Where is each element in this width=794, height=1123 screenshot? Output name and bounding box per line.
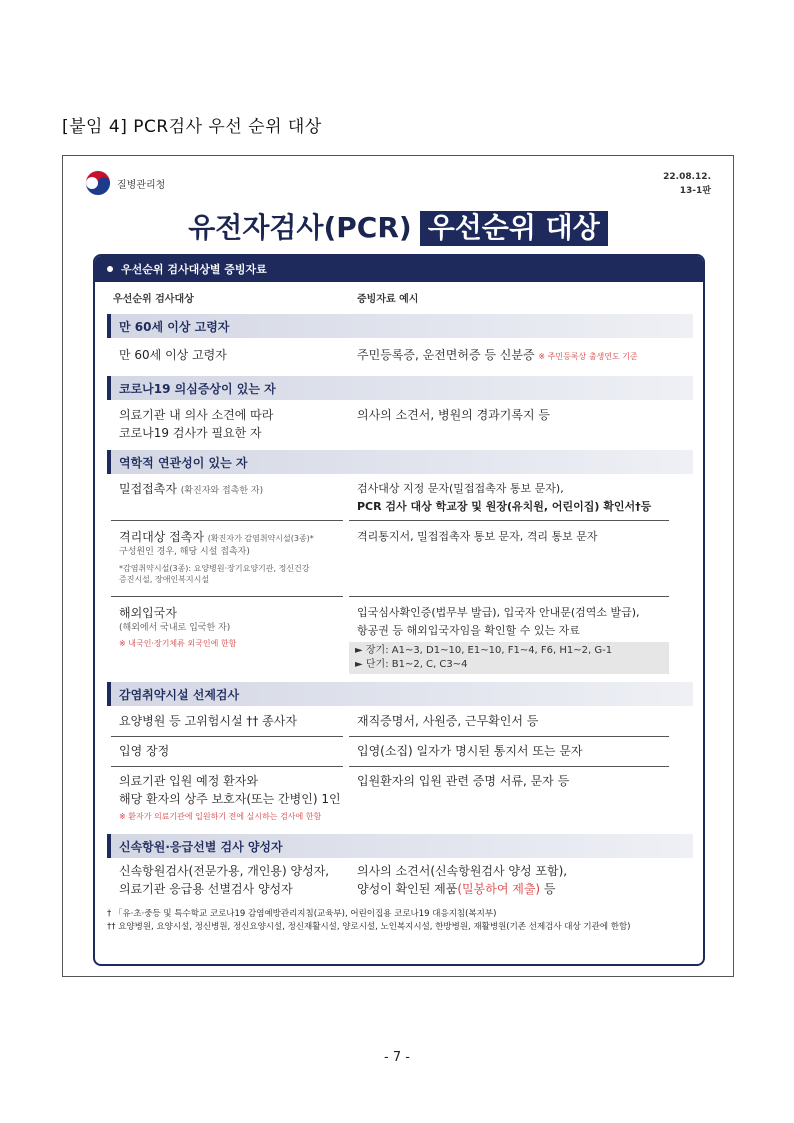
poster-title <box>63 206 733 246</box>
section-symptoms: 코로나19 의심증상이 있는 자 <box>107 376 693 400</box>
footnote-1: † 「유·초·중등 및 특수학교 코로나19 감염예방관리지침(교육부), 어린이집용 코로나19 대응지침(복지부) <box>107 909 497 919</box>
evidence-panel <box>93 254 705 966</box>
row-rapid-target-line1: 신속항원검사(전문가용, 개인용) 양성자, <box>119 864 330 878</box>
row-inpatient-target-line2: 해당 환자의 상주 보호자(또는 간병인) 1인 <box>119 792 341 806</box>
row-quarantine-proof: 격리통지서, 밀접접촉자 통보 문자, 격리 통보 문자 <box>357 530 598 543</box>
row-rapid-target <box>119 862 329 898</box>
row-staff-proof: 재직증명서, 사원증, 근무확인서 등 <box>357 714 539 728</box>
agency-name: 질병관리청 <box>117 179 166 191</box>
poster-title-part1: 유전자검사(PCR) <box>188 211 412 244</box>
row-close-contact-proof <box>357 480 651 516</box>
row-close-contact-proof-line2: PCR 검사 대상 학교장 및 원장(유치원, 어린이집) 확인서†등 <box>357 500 652 513</box>
pcr-priority-poster <box>62 155 734 977</box>
row-overseas-sub: (해외에서 국내로 입국한 자) <box>119 623 231 633</box>
row-rapid-proof-line2c: 등 <box>540 882 556 896</box>
bullet-icon <box>107 266 113 272</box>
document-heading: [붙임 4] PCR검사 우선 순위 대상 <box>62 117 322 137</box>
row-staff-target: 요양병원 등 고위험시설 †† 종사자 <box>119 714 297 728</box>
visa-box <box>349 642 669 674</box>
column-target-header: 우선순위 검사대상 <box>113 294 194 305</box>
row-divider <box>111 736 343 737</box>
footnote-2: †† 요양병원, 요양시설, 정신병원, 정신요양시설, 정신재활시설, 양로시설, 노인복지시설, 한방병원, 재활병원(기존 선제검사 대상 기관에 한함) <box>107 922 631 932</box>
row-quarantine-target <box>119 528 314 585</box>
version-number: 13-1판 <box>679 186 711 196</box>
row-quarantine-line2: 구성원인 경우, 해당 시설 접촉자) <box>119 547 250 557</box>
row-symptoms-proof: 의사의 소견서, 병원의 경과기록지 등 <box>357 408 550 422</box>
page-number: - 7 - <box>384 1050 410 1065</box>
row-divider <box>349 736 669 737</box>
row-symptoms-target-line2: 코로나19 검사가 필요한 자 <box>119 426 262 440</box>
row-divider <box>349 520 669 521</box>
section-elderly: 만 60세 이상 고령자 <box>107 314 693 338</box>
visa-short-term: ► 단기: B1~2, C, C3~4 <box>355 659 468 670</box>
row-overseas-target <box>119 604 236 653</box>
row-divider <box>111 596 343 597</box>
poster-title-highlight: 우선순위 대상 <box>420 211 608 246</box>
row-quarantine-sub: (확진자가 감염취약시설(3종)* <box>207 534 314 543</box>
row-quarantine-note-line2: 증진시설, 장애인복지시설 <box>119 575 210 584</box>
row-close-contact-sub: (확진자와 접촉한 자) <box>180 486 264 496</box>
row-divider <box>349 596 669 597</box>
row-quarantine-note-line1: *감염취약시설(3종): 요양병원·장기요양기관, 정신건강 <box>119 564 310 573</box>
row-symptoms-target-line1: 의료기관 내 의사 소견에 따라 <box>119 408 274 422</box>
row-overseas-proof-line1: 입국심사확인증(법무부 발급), 입국자 안내문(검역소 발급), <box>357 606 640 619</box>
section-vulnerable-facilities: 감염취약시설 선제검사 <box>107 682 693 706</box>
row-close-contact-proof-line1: 검사대상 지정 문자(밀접접촉자 통보 문자), <box>357 482 564 495</box>
row-rapid-target-line2: 의료기관 응급용 선별검사 양성자 <box>119 882 293 896</box>
row-quarantine-label: 격리대상 접촉자 <box>119 530 204 544</box>
row-inpatient-target-line1: 의료기관 입원 예정 환자와 <box>119 774 258 788</box>
row-conscript-target: 입영 장정 <box>119 744 170 758</box>
row-rapid-proof-line2b: (밀봉하여 제출) <box>457 882 541 896</box>
row-divider <box>111 766 343 767</box>
row-inpatient-note: ※ 환자가 의료기관에 입원하기 전에 실시하는 검사에 한함 <box>119 812 322 821</box>
row-close-contact-label: 밀접접촉자 <box>119 482 177 496</box>
agency-brand <box>85 170 165 196</box>
row-conscript-proof: 입영(소집) 일자가 명시된 통지서 또는 문자 <box>357 744 583 758</box>
row-overseas-note: ※ 내국인·장기체류 외국인에 한함 <box>119 639 237 648</box>
row-rapid-proof-line1: 의사의 소견서(신속항원검사 양성 포함), <box>357 864 568 878</box>
row-inpatient-proof: 입원환자의 입원 관련 증명 서류, 문자 등 <box>357 774 570 788</box>
row-elderly-proof-text: 주민등록증, 운전면허증 등 신분증 <box>357 348 535 362</box>
panel-header <box>95 256 703 282</box>
version-info <box>663 170 711 198</box>
row-divider <box>349 766 669 767</box>
section-epidemiological: 역학적 연관성이 있는 자 <box>107 450 693 474</box>
row-overseas-proof <box>357 604 640 640</box>
korea-emblem-icon <box>85 170 111 196</box>
section-rapid-test-positive: 신속항원·응급선별 검사 양성자 <box>107 834 693 858</box>
row-symptoms-target <box>119 406 273 442</box>
row-elderly-note: ※ 주민등록상 출생연도 기준 <box>538 352 638 361</box>
row-elderly-target: 만 60세 이상 고령자 <box>119 348 227 362</box>
visa-long-term: ► 장기: A1~3, D1~10, E1~10, F1~4, F6, H1~2, G-1 <box>355 645 613 656</box>
version-date: 22.08.12. <box>663 172 711 182</box>
row-rapid-proof-line2a: 양성이 확인된 제품 <box>357 882 458 896</box>
footnotes <box>107 908 695 934</box>
panel-title: 우선순위 검사대상별 증빙자료 <box>121 263 267 276</box>
row-inpatient-target <box>119 772 341 826</box>
row-close-contact-target <box>119 480 263 498</box>
row-divider <box>111 520 343 521</box>
row-overseas-label: 해외입국자 <box>119 606 177 620</box>
row-elderly-proof <box>357 346 638 366</box>
row-rapid-proof <box>357 862 567 898</box>
row-overseas-proof-line2: 항공권 등 해외입국자임을 확인할 수 있는 자료 <box>357 624 580 637</box>
column-proof-header: 증빙자료 예시 <box>357 294 419 305</box>
